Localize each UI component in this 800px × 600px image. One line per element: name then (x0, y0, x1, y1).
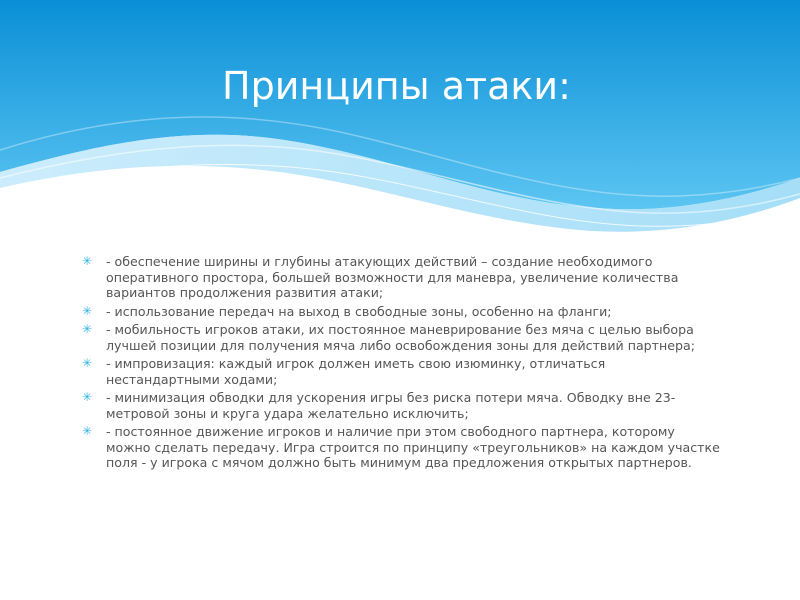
list-item-text: - импровизация: каждый игрок должен иметь свою изюминку, отличаться нестандартными ходами; (106, 356, 606, 387)
list-item-text: - обеспечение ширины и глубины атакующих действий – создание необходимого оперативного простора, большей возможности для маневра, увеличение количества вариантов продолжения развития атаки; (106, 254, 679, 300)
asterisk-bullet-icon: ✳ (82, 303, 93, 318)
header-wave-background (0, 0, 800, 240)
asterisk-bullet-icon: ✳ (82, 254, 93, 268)
list-item-text: - мобильность игроков атаки, их постоянное маневрирование без мяча с целью выбора лучшей позиции для получения мяча либо освобождения зоны для действий партнера; (106, 322, 695, 353)
list-item-text: - использование передач на выход в свободные зоны, особенно на фланги; (106, 303, 612, 319)
slide-title: Принципы атаки: (222, 64, 571, 108)
list-item (82, 390, 722, 421)
list-item-text: - постоянное движение игроков и наличие при этом свободного партнера, которому можно сделать передачу. Игра строится по принципу «треугольников» на каждом участке поля - у игрока с мячом должно быть минимум два предложения открытых партнеров. (106, 424, 720, 470)
list-item (82, 254, 722, 301)
list-item (82, 356, 722, 387)
list-item (82, 424, 722, 471)
bullet-list (82, 254, 722, 474)
list-item-text: - минимизация обводки для ускорения игры без риска потери мяча. Обводку вне 23-метровой зоны и круга удара желательно исключить; (106, 390, 676, 421)
asterisk-bullet-icon: ✳ (82, 424, 93, 438)
asterisk-bullet-icon: ✳ (82, 390, 93, 404)
asterisk-bullet-icon: ✳ (82, 356, 93, 370)
list-item (82, 322, 722, 353)
list-item (82, 304, 722, 320)
asterisk-bullet-icon: ✳ (82, 322, 93, 336)
